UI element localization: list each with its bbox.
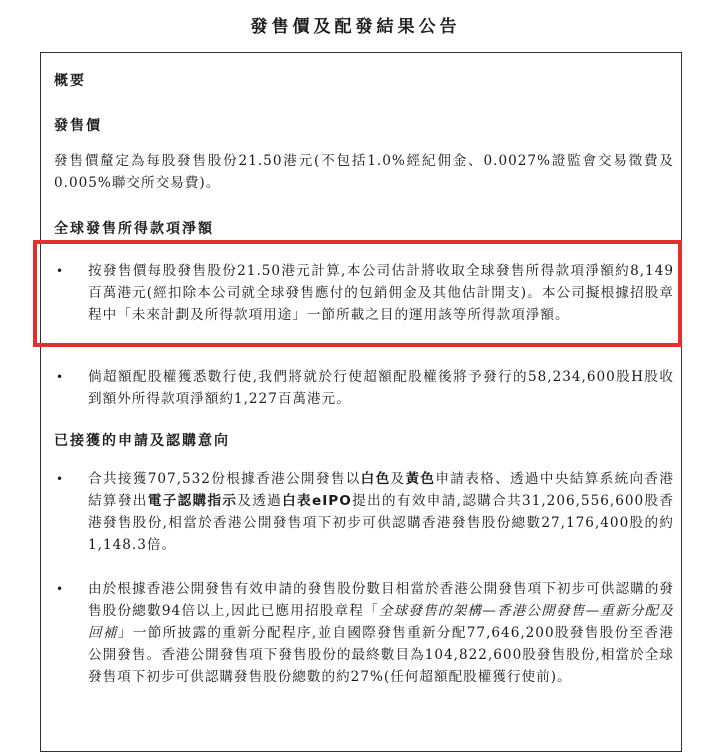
offer-price-heading: 發售價 <box>54 118 102 134</box>
applications-heading: 已接獲的申請及認購意向 <box>54 433 230 449</box>
net-proceeds-bullet-2: 倘超額配股權獲悉數行使,我們將就於行使超額配股權後將予發行的58,234,600股H股收到額外所得款項淨額約1,227百萬港元。 <box>88 369 674 407</box>
bullet-marker: • <box>56 472 64 486</box>
page-title: 發售價及配發結果公告 <box>250 17 461 37</box>
bullet-marker: • <box>56 264 64 278</box>
applications-bullet-2: 由於根據香港公開發售有效申請的發售股份數目相當於香港公開發售項下初步可供認購的發售股份總數94倍以上,因此已應用招股章程「全球發售的架構—香港公開發售—重新分配及回補」一節所披露的重新分配程序,並自國際發售重新分配77,646,200股發售股份至香港公開發售。香港公開發售項下發售股份的最終數目為104,822,600股發售股份,相當於全球發售項下初步可供認購發售股份總數的約27%(任何超額配股權獲行使前)。 <box>88 581 675 685</box>
net-proceeds-heading: 全球發售所得款項淨額 <box>54 221 214 237</box>
offer-price-text: 發售價釐定為每股發售股份21.50港元(不包括1.0%經紀佣金、0.0027%證監會交易徵費及0.005%聯交所交易費)。 <box>54 153 674 191</box>
summary-heading: 概要 <box>54 73 86 89</box>
applications-bullet-1: 合共接獲707,532份根據香港公開發售以白色及黃色申請表格、透過中央結算系統向香港結算發出電子認購指示及透過白表eIPO提出的有效申請,認購合共31,206,556,600股香港發售股份,相當於香港公開發售項下初步可供認購香港發售股份總數27,176,400股的約1,148.3倍。 <box>88 471 675 553</box>
bullet-marker: • <box>56 582 64 596</box>
bullet-marker: • <box>56 370 64 384</box>
net-proceeds-bullet-1: 按發售價每股發售股份21.50港元計算,本公司估計將收取全球發售所得款項淨額約8,149百萬港元(經扣除本公司就全球發售應付的包銷佣金及其他估計開支)。本公司擬根據招股章程中「未來計劃及所得款項用途」一節所載之目的運用該等所得款項淨額。 <box>88 263 674 323</box>
